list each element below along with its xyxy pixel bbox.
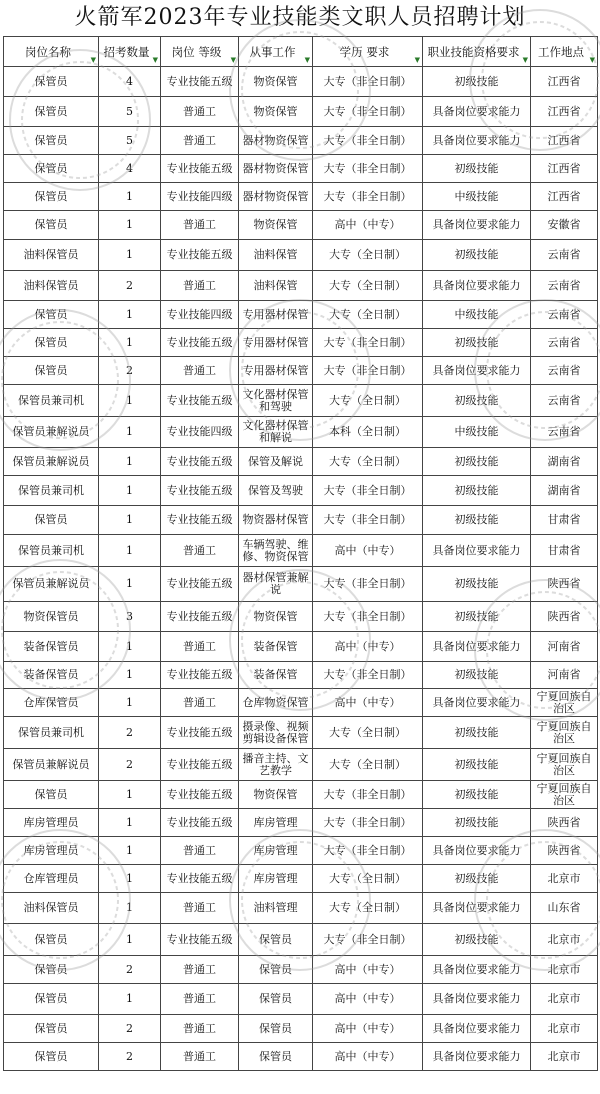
cell-position-name: 保管员 bbox=[4, 357, 99, 385]
cell-education: 高中（中专） bbox=[313, 956, 423, 984]
cell-skill-requirement: 初级技能 bbox=[423, 662, 531, 689]
header-location[interactable]: 工作地点 ▼ bbox=[531, 37, 598, 67]
cell-education: 大专（全日制） bbox=[313, 448, 423, 476]
cell-education: 大专（非全日制） bbox=[313, 924, 423, 956]
cell-position-name: 库房管理员 bbox=[4, 837, 99, 865]
cell-work: 器材保管兼解说 bbox=[239, 567, 313, 602]
table-row bbox=[4, 602, 598, 632]
cell-education: 大专（非全日制） bbox=[313, 781, 423, 809]
cell-level: 普通工 bbox=[161, 689, 239, 717]
cell-skill-requirement: 初级技能 bbox=[423, 717, 531, 749]
cell-education: 大专（全日制） bbox=[313, 865, 423, 893]
cell-work: 装备保管 bbox=[239, 632, 313, 662]
cell-level: 专业技能五级 bbox=[161, 749, 239, 781]
cell-education: 大专（全日制） bbox=[313, 385, 423, 417]
cell-level: 专业技能五级 bbox=[161, 602, 239, 632]
header-work[interactable]: 从事工作 ▼ bbox=[239, 37, 313, 67]
cell-level: 专业技能五级 bbox=[161, 329, 239, 357]
cell-quantity: 1 bbox=[99, 924, 161, 956]
cell-level: 普通工 bbox=[161, 1015, 239, 1043]
cell-position-name: 物资保管员 bbox=[4, 602, 99, 632]
cell-level: 普通工 bbox=[161, 1043, 239, 1071]
cell-quantity: 3 bbox=[99, 602, 161, 632]
cell-work: 文化器材保管和驾驶 bbox=[239, 385, 313, 417]
cell-position-name: 保管员兼解说员 bbox=[4, 749, 99, 781]
cell-quantity: 1 bbox=[99, 865, 161, 893]
cell-position-name: 保管员 bbox=[4, 211, 99, 240]
cell-position-name: 保管员 bbox=[4, 924, 99, 956]
cell-education: 高中（中专） bbox=[313, 1043, 423, 1071]
cell-level: 专业技能五级 bbox=[161, 67, 239, 97]
header-education[interactable]: 学历 要求 ▼ bbox=[313, 37, 423, 67]
cell-level: 专业技能五级 bbox=[161, 781, 239, 809]
cell-location: 陕西省 bbox=[531, 567, 598, 602]
cell-education: 大专（非全日制） bbox=[313, 506, 423, 535]
cell-work: 装备保管 bbox=[239, 662, 313, 689]
cell-location: 云南省 bbox=[531, 271, 598, 301]
table-row bbox=[4, 1015, 598, 1043]
cell-education: 本科（全日制） bbox=[313, 417, 423, 448]
table-header-row bbox=[4, 37, 598, 67]
cell-position-name: 仓库管理员 bbox=[4, 865, 99, 893]
cell-skill-requirement: 具备岗位要求能力 bbox=[423, 1043, 531, 1071]
header-level[interactable]: 岗位 等级 ▼ bbox=[161, 37, 239, 67]
cell-level: 普通工 bbox=[161, 97, 239, 127]
cell-skill-requirement: 初级技能 bbox=[423, 155, 531, 183]
cell-work: 物资保管 bbox=[239, 97, 313, 127]
cell-skill-requirement: 具备岗位要求能力 bbox=[423, 127, 531, 155]
cell-work: 油料管理 bbox=[239, 893, 313, 924]
table-row bbox=[4, 689, 598, 717]
table-row bbox=[4, 984, 598, 1015]
cell-location: 北京市 bbox=[531, 865, 598, 893]
table-row bbox=[4, 385, 598, 417]
cell-skill-requirement: 具备岗位要求能力 bbox=[423, 97, 531, 127]
cell-education: 高中（中专） bbox=[313, 632, 423, 662]
cell-quantity: 1 bbox=[99, 809, 161, 837]
cell-work: 油料保管 bbox=[239, 240, 313, 271]
filter-arrow-icon[interactable]: ▼ bbox=[589, 56, 595, 64]
filter-arrow-icon[interactable]: ▼ bbox=[230, 56, 236, 64]
cell-skill-requirement: 中级技能 bbox=[423, 183, 531, 211]
cell-position-name: 保管员 bbox=[4, 127, 99, 155]
header-quantity[interactable]: 招考数量 ▼ bbox=[99, 37, 161, 67]
cell-skill-requirement: 初级技能 bbox=[423, 67, 531, 97]
cell-skill-requirement: 具备岗位要求能力 bbox=[423, 1015, 531, 1043]
cell-level: 普通工 bbox=[161, 893, 239, 924]
cell-skill-requirement: 初级技能 bbox=[423, 476, 531, 506]
cell-position-name: 保管员兼解说员 bbox=[4, 448, 99, 476]
cell-quantity: 4 bbox=[99, 155, 161, 183]
table-row bbox=[4, 240, 598, 271]
cell-location: 北京市 bbox=[531, 956, 598, 984]
cell-location: 湖南省 bbox=[531, 448, 598, 476]
cell-position-name: 保管员 bbox=[4, 984, 99, 1015]
cell-skill-requirement: 中级技能 bbox=[423, 301, 531, 329]
cell-education: 高中（中专） bbox=[313, 211, 423, 240]
table-row bbox=[4, 837, 598, 865]
cell-quantity: 5 bbox=[99, 97, 161, 127]
cell-level: 专业技能五级 bbox=[161, 506, 239, 535]
table-row bbox=[4, 567, 598, 602]
cell-level: 专业技能五级 bbox=[161, 155, 239, 183]
table-row bbox=[4, 956, 598, 984]
filter-arrow-icon[interactable]: ▼ bbox=[90, 56, 96, 64]
cell-quantity: 2 bbox=[99, 357, 161, 385]
recruitment-table bbox=[3, 36, 598, 1071]
cell-work: 物资保管 bbox=[239, 211, 313, 240]
cell-skill-requirement: 具备岗位要求能力 bbox=[423, 271, 531, 301]
cell-work: 专用器材保管 bbox=[239, 301, 313, 329]
cell-education: 大专（非全日制） bbox=[313, 357, 423, 385]
cell-location: 云南省 bbox=[531, 357, 598, 385]
cell-location: 河南省 bbox=[531, 632, 598, 662]
cell-location: 云南省 bbox=[531, 240, 598, 271]
cell-education: 大专（非全日制） bbox=[313, 155, 423, 183]
cell-education: 大专（非全日制） bbox=[313, 476, 423, 506]
table-row bbox=[4, 535, 598, 567]
cell-skill-requirement: 初级技能 bbox=[423, 924, 531, 956]
cell-education: 高中（中专） bbox=[313, 689, 423, 717]
cell-skill-requirement: 具备岗位要求能力 bbox=[423, 535, 531, 567]
filter-arrow-icon[interactable]: ▼ bbox=[414, 56, 420, 64]
table-row bbox=[4, 448, 598, 476]
cell-location: 陕西省 bbox=[531, 602, 598, 632]
cell-quantity: 1 bbox=[99, 329, 161, 357]
cell-quantity: 1 bbox=[99, 417, 161, 448]
cell-position-name: 保管员 bbox=[4, 329, 99, 357]
cell-work: 器材物资保管 bbox=[239, 127, 313, 155]
cell-work: 仓库物资保管 bbox=[239, 689, 313, 717]
cell-location: 河南省 bbox=[531, 662, 598, 689]
cell-skill-requirement: 初级技能 bbox=[423, 865, 531, 893]
cell-work: 车辆驾驶、维修、物资保管 bbox=[239, 535, 313, 567]
cell-position-name: 油料保管员 bbox=[4, 893, 99, 924]
table-row bbox=[4, 893, 598, 924]
cell-location: 北京市 bbox=[531, 1015, 598, 1043]
cell-skill-requirement: 具备岗位要求能力 bbox=[423, 632, 531, 662]
cell-position-name: 保管员 bbox=[4, 1043, 99, 1071]
cell-quantity: 1 bbox=[99, 984, 161, 1015]
cell-skill-requirement: 具备岗位要求能力 bbox=[423, 689, 531, 717]
cell-quantity: 1 bbox=[99, 567, 161, 602]
cell-quantity: 1 bbox=[99, 448, 161, 476]
cell-skill-requirement: 初级技能 bbox=[423, 506, 531, 535]
filter-arrow-icon[interactable]: ▼ bbox=[152, 56, 158, 64]
cell-work: 物资器材保管 bbox=[239, 506, 313, 535]
cell-education: 高中（中专） bbox=[313, 1015, 423, 1043]
cell-work: 播音主持、文艺教学 bbox=[239, 749, 313, 781]
cell-location: 陕西省 bbox=[531, 809, 598, 837]
cell-skill-requirement: 初级技能 bbox=[423, 329, 531, 357]
cell-position-name: 保管员 bbox=[4, 67, 99, 97]
page-title: 火箭军2023年专业技能类文职人员招聘计划 bbox=[74, 5, 526, 30]
cell-work: 专用器材保管 bbox=[239, 329, 313, 357]
cell-work: 保管及解说 bbox=[239, 448, 313, 476]
cell-position-name: 装备保管员 bbox=[4, 662, 99, 689]
cell-location: 湖南省 bbox=[531, 476, 598, 506]
cell-skill-requirement: 中级技能 bbox=[423, 417, 531, 448]
cell-education: 大专（全日制） bbox=[313, 717, 423, 749]
cell-quantity: 1 bbox=[99, 535, 161, 567]
cell-location: 江西省 bbox=[531, 67, 598, 97]
cell-level: 专业技能五级 bbox=[161, 924, 239, 956]
cell-level: 普通工 bbox=[161, 837, 239, 865]
cell-location: 宁夏回族自治区 bbox=[531, 781, 598, 809]
cell-skill-requirement: 初级技能 bbox=[423, 385, 531, 417]
cell-level: 普通工 bbox=[161, 357, 239, 385]
header-skill-requirement[interactable]: 职业技能资格要求 ▼ bbox=[423, 37, 531, 67]
cell-work: 保管员 bbox=[239, 956, 313, 984]
cell-education: 大专（非全日制） bbox=[313, 67, 423, 97]
cell-skill-requirement: 初级技能 bbox=[423, 749, 531, 781]
cell-quantity: 5 bbox=[99, 127, 161, 155]
cell-education: 大专（全日制） bbox=[313, 271, 423, 301]
cell-education: 大专（非全日制） bbox=[313, 837, 423, 865]
cell-work: 库房管理 bbox=[239, 865, 313, 893]
cell-quantity: 1 bbox=[99, 183, 161, 211]
cell-position-name: 保管员 bbox=[4, 506, 99, 535]
cell-location: 云南省 bbox=[531, 301, 598, 329]
table-row bbox=[4, 127, 598, 155]
cell-level: 专业技能四级 bbox=[161, 183, 239, 211]
cell-position-name: 保管员兼司机 bbox=[4, 535, 99, 567]
cell-position-name: 库房管理员 bbox=[4, 809, 99, 837]
cell-quantity: 2 bbox=[99, 717, 161, 749]
table-row bbox=[4, 662, 598, 689]
cell-quantity: 1 bbox=[99, 632, 161, 662]
cell-quantity: 1 bbox=[99, 211, 161, 240]
cell-quantity: 2 bbox=[99, 956, 161, 984]
cell-work: 保管员 bbox=[239, 1043, 313, 1071]
cell-location: 北京市 bbox=[531, 924, 598, 956]
cell-position-name: 保管员 bbox=[4, 97, 99, 127]
cell-skill-requirement: 具备岗位要求能力 bbox=[423, 837, 531, 865]
cell-location: 北京市 bbox=[531, 1043, 598, 1071]
cell-work: 保管员 bbox=[239, 1015, 313, 1043]
header-position-name[interactable]: 岗位名称 ▼ bbox=[4, 37, 99, 67]
cell-work: 器材物资保管 bbox=[239, 183, 313, 211]
cell-education: 高中（中专） bbox=[313, 535, 423, 567]
cell-position-name: 保管员兼解说员 bbox=[4, 417, 99, 448]
cell-level: 专业技能五级 bbox=[161, 476, 239, 506]
cell-work: 保管及驾驶 bbox=[239, 476, 313, 506]
cell-position-name: 保管员 bbox=[4, 956, 99, 984]
cell-quantity: 2 bbox=[99, 749, 161, 781]
cell-skill-requirement: 初级技能 bbox=[423, 240, 531, 271]
cell-level: 普通工 bbox=[161, 984, 239, 1015]
cell-level: 普通工 bbox=[161, 956, 239, 984]
cell-work: 器材物资保管 bbox=[239, 155, 313, 183]
cell-work: 摄录像、视频剪辑设备保管 bbox=[239, 717, 313, 749]
cell-education: 大专（非全日制） bbox=[313, 662, 423, 689]
table-row bbox=[4, 506, 598, 535]
cell-work: 油料保管 bbox=[239, 271, 313, 301]
cell-education: 大专（全日制） bbox=[313, 301, 423, 329]
table-row bbox=[4, 749, 598, 781]
cell-work: 物资保管 bbox=[239, 67, 313, 97]
cell-skill-requirement: 具备岗位要求能力 bbox=[423, 893, 531, 924]
cell-quantity: 1 bbox=[99, 837, 161, 865]
cell-quantity: 4 bbox=[99, 67, 161, 97]
cell-level: 专业技能四级 bbox=[161, 417, 239, 448]
cell-education: 高中（中专） bbox=[313, 984, 423, 1015]
cell-quantity: 1 bbox=[99, 662, 161, 689]
cell-location: 云南省 bbox=[531, 329, 598, 357]
table-body bbox=[4, 67, 598, 1071]
cell-quantity: 1 bbox=[99, 689, 161, 717]
table-row bbox=[4, 717, 598, 749]
cell-position-name: 保管员兼司机 bbox=[4, 476, 99, 506]
cell-education: 大专（非全日制） bbox=[313, 602, 423, 632]
cell-position-name: 保管员兼司机 bbox=[4, 385, 99, 417]
cell-work: 保管员 bbox=[239, 984, 313, 1015]
cell-quantity: 1 bbox=[99, 476, 161, 506]
cell-work: 库房管理 bbox=[239, 809, 313, 837]
cell-quantity: 1 bbox=[99, 893, 161, 924]
cell-work: 保管员 bbox=[239, 924, 313, 956]
table-row bbox=[4, 357, 598, 385]
cell-work: 文化器材保管和解说 bbox=[239, 417, 313, 448]
cell-location: 安徽省 bbox=[531, 211, 598, 240]
cell-location: 陕西省 bbox=[531, 837, 598, 865]
cell-skill-requirement: 具备岗位要求能力 bbox=[423, 956, 531, 984]
cell-location: 甘肃省 bbox=[531, 506, 598, 535]
cell-level: 普通工 bbox=[161, 535, 239, 567]
cell-location: 江西省 bbox=[531, 97, 598, 127]
cell-education: 大专（非全日制） bbox=[313, 329, 423, 357]
cell-quantity: 1 bbox=[99, 301, 161, 329]
cell-quantity: 1 bbox=[99, 506, 161, 535]
table-row bbox=[4, 924, 598, 956]
table-row bbox=[4, 632, 598, 662]
cell-skill-requirement: 初级技能 bbox=[423, 781, 531, 809]
cell-location: 云南省 bbox=[531, 417, 598, 448]
table-row bbox=[4, 97, 598, 127]
table-row bbox=[4, 301, 598, 329]
cell-location: 山东省 bbox=[531, 893, 598, 924]
table-row bbox=[4, 329, 598, 357]
cell-skill-requirement: 具备岗位要求能力 bbox=[423, 984, 531, 1015]
cell-quantity: 1 bbox=[99, 781, 161, 809]
table-row bbox=[4, 417, 598, 448]
cell-skill-requirement: 初级技能 bbox=[423, 809, 531, 837]
cell-skill-requirement: 初级技能 bbox=[423, 567, 531, 602]
cell-position-name: 保管员 bbox=[4, 781, 99, 809]
cell-location: 宁夏回族自治区 bbox=[531, 689, 598, 717]
cell-position-name: 保管员 bbox=[4, 183, 99, 211]
table-row bbox=[4, 781, 598, 809]
cell-position-name: 油料保管员 bbox=[4, 240, 99, 271]
cell-skill-requirement: 具备岗位要求能力 bbox=[423, 357, 531, 385]
cell-location: 江西省 bbox=[531, 127, 598, 155]
cell-education: 大专（非全日制） bbox=[313, 809, 423, 837]
cell-location: 江西省 bbox=[531, 183, 598, 211]
cell-position-name: 油料保管员 bbox=[4, 271, 99, 301]
cell-position-name: 仓库保管员 bbox=[4, 689, 99, 717]
cell-level: 专业技能五级 bbox=[161, 567, 239, 602]
cell-position-name: 保管员兼解说员 bbox=[4, 567, 99, 602]
table-row bbox=[4, 67, 598, 97]
cell-location: 甘肃省 bbox=[531, 535, 598, 567]
cell-education: 大专（全日制） bbox=[313, 749, 423, 781]
cell-level: 专业技能五级 bbox=[161, 240, 239, 271]
cell-work: 物资保管 bbox=[239, 781, 313, 809]
cell-level: 专业技能五级 bbox=[161, 662, 239, 689]
cell-skill-requirement: 初级技能 bbox=[423, 448, 531, 476]
cell-level: 专业技能五级 bbox=[161, 385, 239, 417]
cell-position-name: 保管员 bbox=[4, 301, 99, 329]
cell-level: 专业技能五级 bbox=[161, 448, 239, 476]
table-row bbox=[4, 183, 598, 211]
cell-education: 大专（非全日制） bbox=[313, 127, 423, 155]
table-row bbox=[4, 211, 598, 240]
cell-level: 普通工 bbox=[161, 127, 239, 155]
cell-level: 专业技能五级 bbox=[161, 865, 239, 893]
cell-position-name: 保管员 bbox=[4, 155, 99, 183]
cell-quantity: 2 bbox=[99, 271, 161, 301]
cell-education: 大专（全日制） bbox=[313, 893, 423, 924]
cell-work: 物资保管 bbox=[239, 602, 313, 632]
filter-arrow-icon[interactable]: ▼ bbox=[522, 56, 528, 64]
cell-work: 专用器材保管 bbox=[239, 357, 313, 385]
cell-quantity: 1 bbox=[99, 385, 161, 417]
table-row bbox=[4, 865, 598, 893]
cell-location: 宁夏回族自治区 bbox=[531, 717, 598, 749]
cell-quantity: 2 bbox=[99, 1043, 161, 1071]
cell-level: 普通工 bbox=[161, 211, 239, 240]
table-row bbox=[4, 271, 598, 301]
cell-level: 普通工 bbox=[161, 632, 239, 662]
cell-level: 专业技能四级 bbox=[161, 301, 239, 329]
cell-education: 大专（非全日制） bbox=[313, 183, 423, 211]
cell-position-name: 保管员兼司机 bbox=[4, 717, 99, 749]
cell-quantity: 2 bbox=[99, 1015, 161, 1043]
cell-level: 专业技能五级 bbox=[161, 809, 239, 837]
cell-level: 普通工 bbox=[161, 271, 239, 301]
cell-location: 北京市 bbox=[531, 984, 598, 1015]
cell-location: 云南省 bbox=[531, 385, 598, 417]
cell-skill-requirement: 初级技能 bbox=[423, 602, 531, 632]
cell-education: 大专（非全日制） bbox=[313, 97, 423, 127]
cell-education: 大专（全日制） bbox=[313, 240, 423, 271]
table-row bbox=[4, 476, 598, 506]
cell-skill-requirement: 具备岗位要求能力 bbox=[423, 211, 531, 240]
filter-arrow-icon[interactable]: ▼ bbox=[304, 56, 310, 64]
cell-location: 江西省 bbox=[531, 155, 598, 183]
cell-position-name: 装备保管员 bbox=[4, 632, 99, 662]
cell-position-name: 保管员 bbox=[4, 1015, 99, 1043]
cell-work: 库房管理 bbox=[239, 837, 313, 865]
table-row bbox=[4, 155, 598, 183]
cell-location: 宁夏回族自治区 bbox=[531, 749, 598, 781]
cell-level: 专业技能五级 bbox=[161, 717, 239, 749]
table-row bbox=[4, 809, 598, 837]
table-row bbox=[4, 1043, 598, 1071]
cell-quantity: 1 bbox=[99, 240, 161, 271]
cell-education: 大专（非全日制） bbox=[313, 567, 423, 602]
